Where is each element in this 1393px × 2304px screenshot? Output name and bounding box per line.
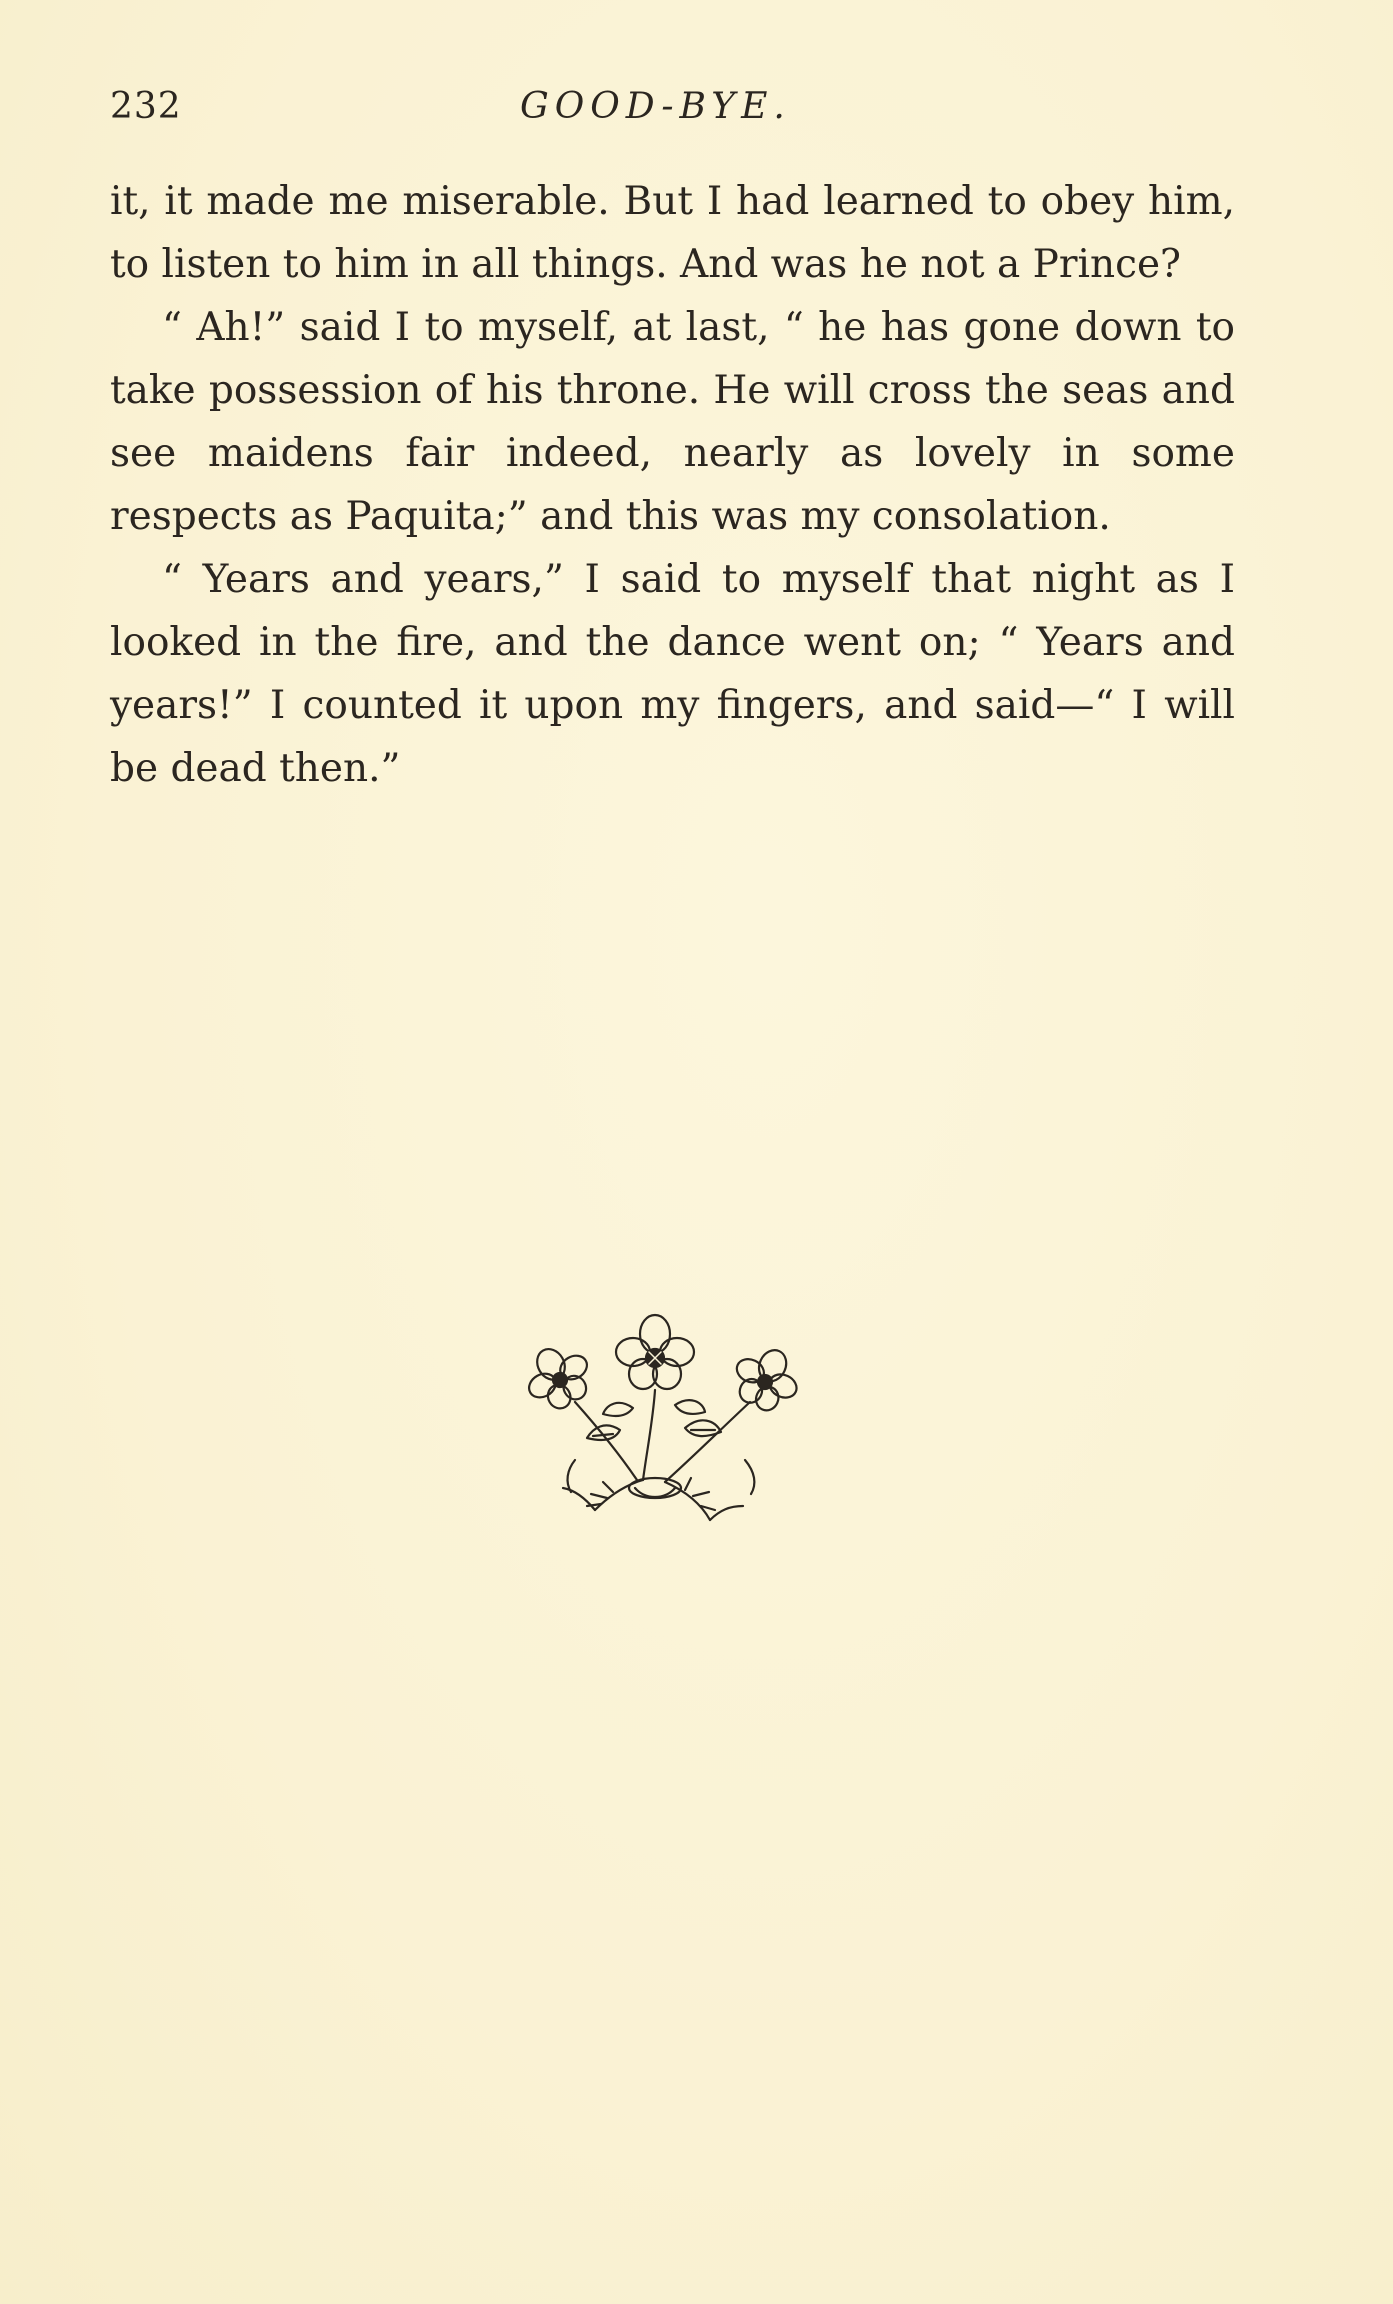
paragraph-3: “ Years and years,” I said to myself that night as I looked in the fire, and the dance went on; “ Years and years!” I counted it upon my fingers, and said—“ I will be dead then.” [110, 557, 1235, 791]
page-number: 232 [110, 86, 182, 127]
body-text [110, 170, 1235, 800]
paragraph-1: it, it made me miserable. But I had learned to obey him, to listen to him in all things. And was he not a Prince? [110, 179, 1235, 287]
page-header [110, 86, 1230, 136]
paragraph-2: “ Ah!” said I to myself, at last, “ he has gone down to take possession of his throne. He will cross the seas and see maidens fair indeed, nearly as lovely in some respects as Paquita;” and this was my consolation. [110, 305, 1235, 539]
floral-tailpiece-icon [515, 1310, 825, 1540]
running-title: GOOD-BYE. [520, 86, 791, 127]
